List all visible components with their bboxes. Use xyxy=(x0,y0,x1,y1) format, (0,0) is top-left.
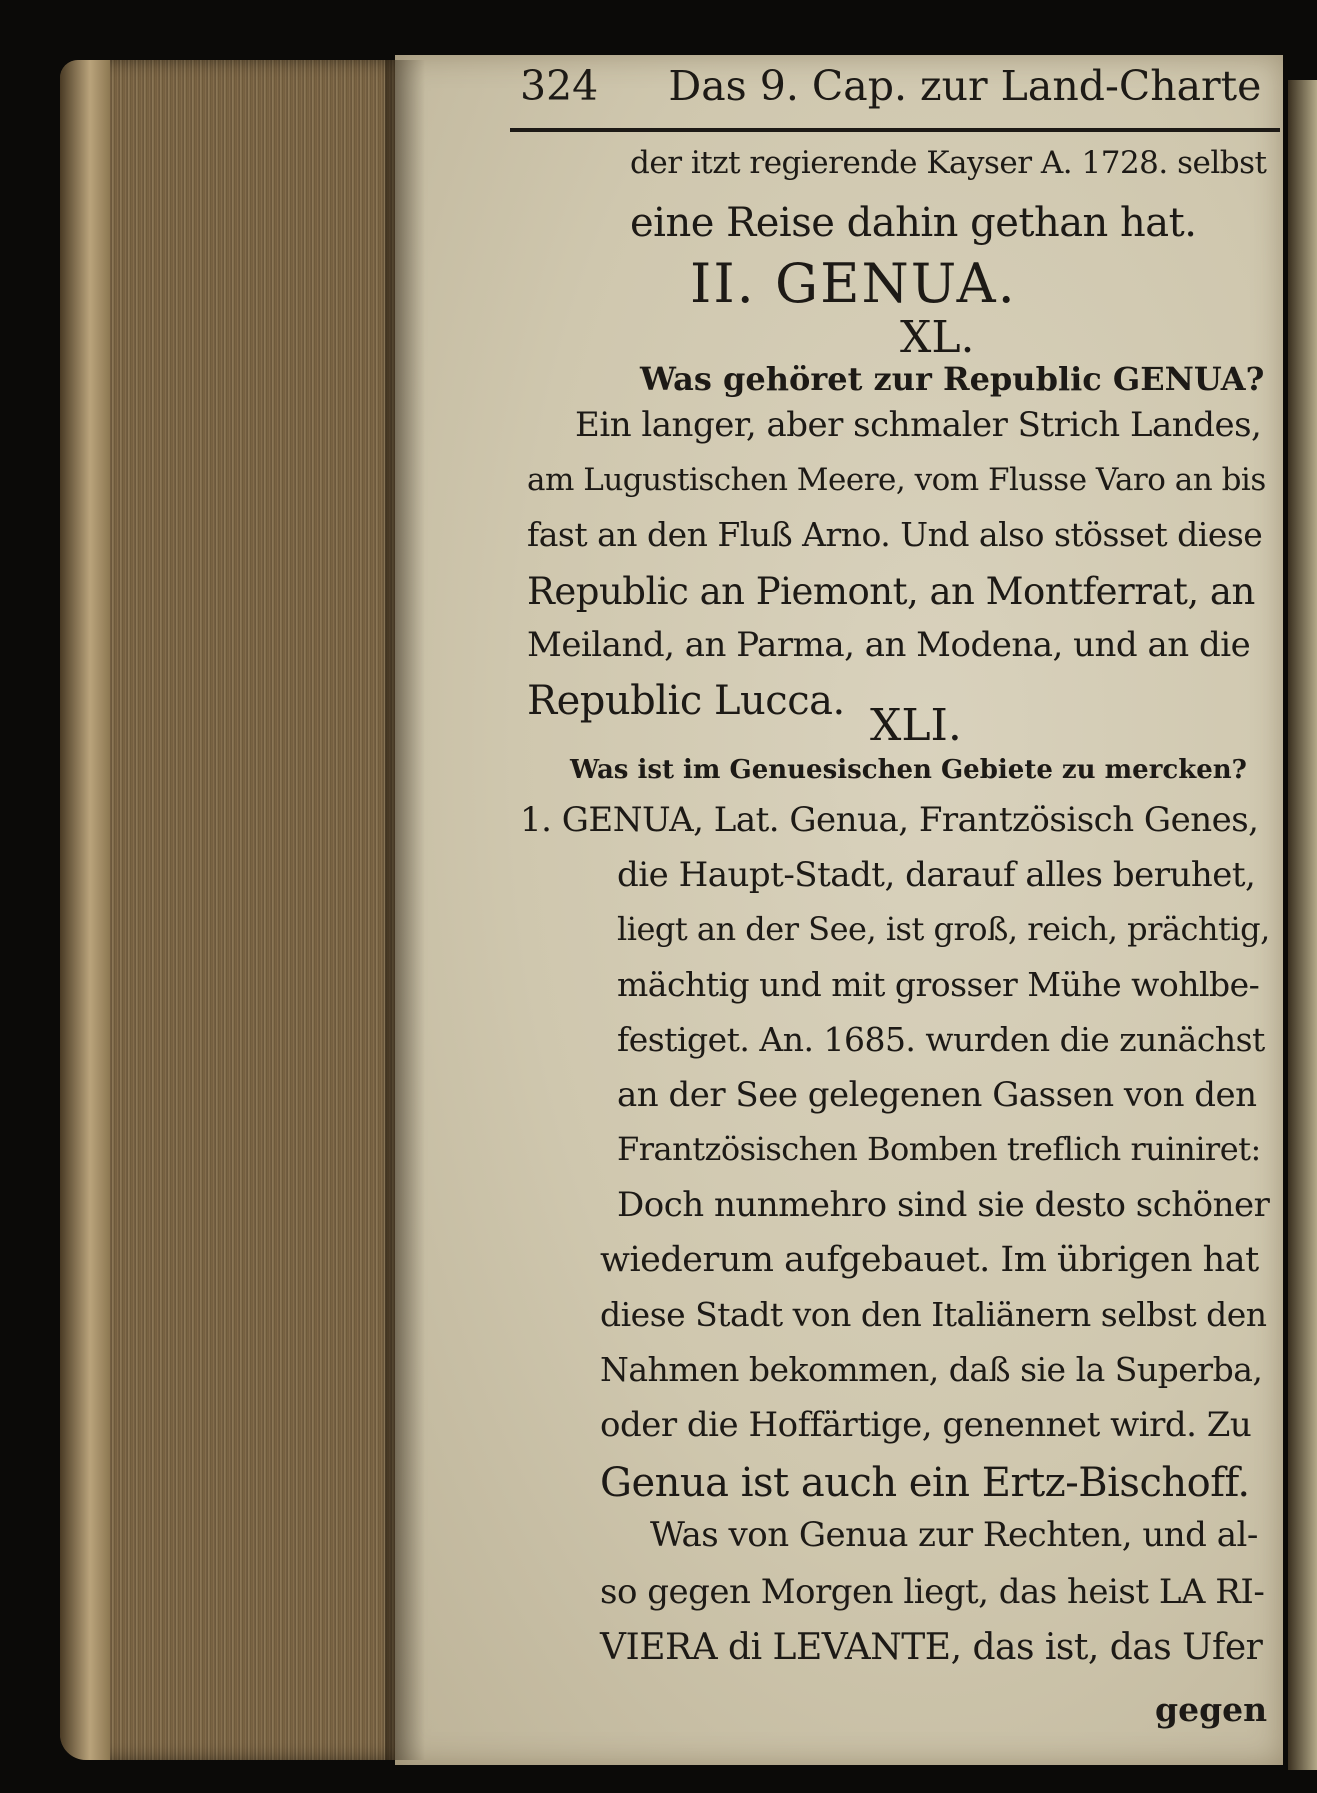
text-line: am Lugustischen Meere, vom Flusse Varo an bis xyxy=(527,462,1266,498)
section-title: II. GENUA. xyxy=(690,252,1017,315)
facing-page-edge xyxy=(1288,80,1317,1770)
text-line: liegt an der See, ist groß, reich, prächtig, xyxy=(617,910,1270,948)
spine-shadow xyxy=(385,60,425,1760)
text-line: Republic an Piemont, an Montferrat, an xyxy=(527,570,1255,613)
head-rule xyxy=(510,128,1280,132)
text-line: diese Stadt von den Italiänern selbst den xyxy=(600,1295,1267,1334)
paragraph-numeral: XLI. xyxy=(870,700,962,751)
text-line: fast an den Fluß Arno. Und also stösset diese xyxy=(527,515,1263,554)
text-line: Doch nunmehro sind sie desto schöner xyxy=(617,1185,1270,1225)
paragraph-numeral: XL. xyxy=(900,312,975,363)
page-edges xyxy=(60,60,400,1760)
text-line: Ein langer, aber schmaler Strich Landes, xyxy=(575,405,1262,445)
text-line: Meiland, an Parma, an Modena, und an die xyxy=(527,625,1251,665)
text-line: eine Reise dahin gethan hat. xyxy=(630,200,1197,246)
text-line: oder die Hoffärtige, genennet wird. Zu xyxy=(600,1405,1252,1445)
text-line: Was von Genua zur Rechten, und al- xyxy=(650,1515,1258,1555)
text-line: der itzt regierende Kayser A. 1728. selbst xyxy=(630,145,1267,181)
paragraph-question: Was ist im Genuesischen Gebiete zu mercken? xyxy=(570,755,1247,785)
text-line: wiederum aufgebauet. Im übrigen hat xyxy=(600,1240,1259,1280)
paragraph-question: Was gehöret zur Republic GENUA? xyxy=(640,360,1265,398)
text-line: mächtig und mit grosser Mühe wohlbe- xyxy=(617,965,1260,1004)
text-line: Nahmen bekommen, daß sie la Superba, xyxy=(600,1350,1263,1389)
text-line: an der See gelegenen Gassen von den xyxy=(617,1075,1257,1115)
text-line: so gegen Morgen liegt, das heist LA RI- xyxy=(600,1572,1265,1612)
running-title: Das 9. Cap. zur Land-Charte xyxy=(668,62,1262,110)
running-head xyxy=(520,62,1261,110)
text-line: festiget. An. 1685. wurden die zunächst xyxy=(617,1020,1265,1059)
page-number: 324 xyxy=(520,62,599,110)
catchword: gegen xyxy=(1155,1690,1268,1729)
text-line: VIERA di LEVANTE, das ist, das Ufer xyxy=(600,1627,1263,1668)
text-line: Republic Lucca. xyxy=(527,678,845,724)
text-line: Frantzösischen Bomben treflich ruiniret: xyxy=(617,1130,1261,1168)
text-line: Genua ist auch ein Ertz-Bischoff. xyxy=(600,1460,1250,1506)
text-line: die Haupt-Stadt, darauf alles beruhet, xyxy=(617,855,1256,895)
text-line: 1. GENUA, Lat. Genua, Frantzösisch Genes, xyxy=(520,800,1259,840)
